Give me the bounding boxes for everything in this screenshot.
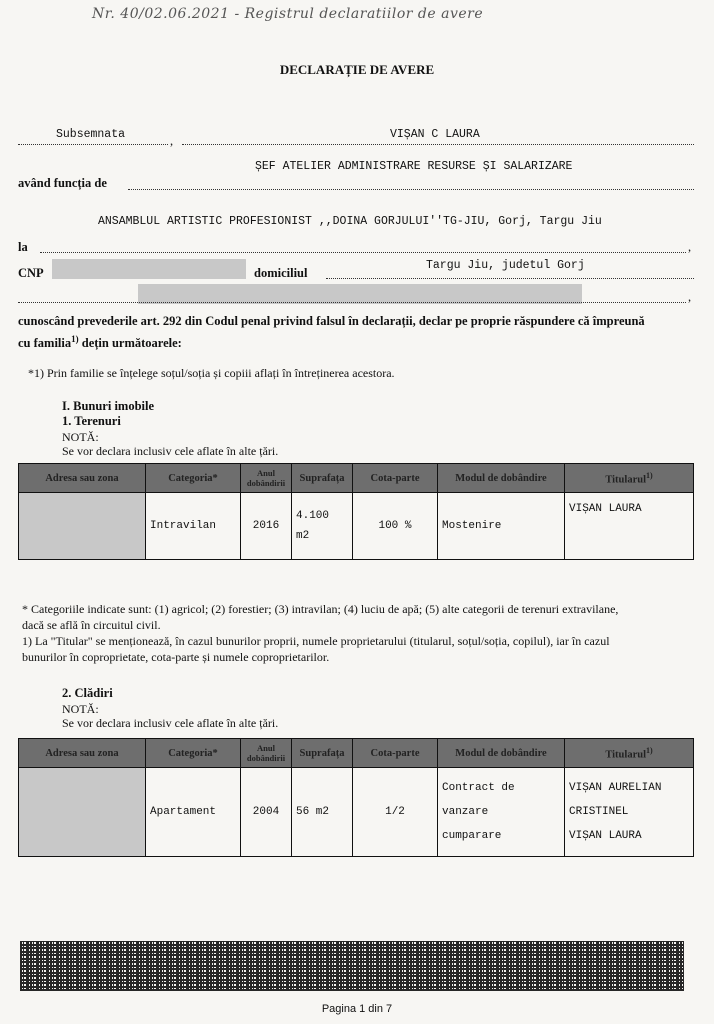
header-titular-sup: 1) <box>645 745 653 755</box>
categoria-cell: Intravilan <box>146 493 241 560</box>
buildings-table <box>18 738 694 857</box>
land-table <box>18 463 694 560</box>
header-anul: Anul dobândirii <box>241 739 292 768</box>
modul-line-3: cumparare <box>442 830 502 842</box>
suprafata-cell <box>292 493 353 560</box>
dotted-line <box>182 144 694 145</box>
table-row <box>19 493 694 560</box>
header-titular-sup: 1) <box>645 470 653 480</box>
header-modul: Modul de dobândire <box>438 464 565 493</box>
section1-sub: 1. Terenuri <box>62 414 121 428</box>
titular-note-2: bunurilor în coproprietate, cota-parte și numele coproprietarilor. <box>22 650 330 664</box>
modul-cell: Mostenire <box>438 493 565 560</box>
header-suprafata: Suprafața <box>292 739 353 768</box>
comma: , <box>170 134 174 148</box>
section1-nota-text: Se vor declara inclusiv cele aflate în alte țări. <box>62 444 279 458</box>
header-cota: Cota-parte <box>353 464 438 493</box>
handwritten-registry-note: Nr. 40/02.06.2021 - Registrul declaratiilor de avere <box>92 6 484 22</box>
page-number: Pagina 1 din 7 <box>321 1003 393 1015</box>
la-label: la <box>18 240 28 254</box>
redacted-address-cell <box>19 493 145 559</box>
modul-line-1: Contract de <box>442 782 515 794</box>
function-label: având funcția de <box>18 176 107 190</box>
adresa-cell <box>19 493 146 560</box>
domicile-label: domiciliul <box>254 266 308 280</box>
statement-line-2 <box>18 334 182 351</box>
statement-family: cu familia <box>18 336 72 351</box>
dotted-line <box>40 252 686 253</box>
header-titular <box>565 464 694 493</box>
suprafata-line-1: 4.100 <box>296 510 330 522</box>
titular-note-1: 1) La "Titular" se menționează, în cazul bunurilor proprii, numele proprietarului (titularul, soțul/soția, copilul), iar în cazul <box>22 634 610 648</box>
categories-note-2: dacă se află în circuitul civil. <box>22 618 161 632</box>
section1-heading: I. Bunuri imobile <box>62 399 155 413</box>
header-modul: Modul de dobândire <box>438 739 565 768</box>
redacted-address <box>138 284 582 304</box>
dotted-line <box>18 302 686 303</box>
header-anul: Anul dobândirii <box>241 464 292 493</box>
table-header-row <box>19 739 694 768</box>
header-categoria: Categoria* <box>146 739 241 768</box>
suprafata-cell: 56 m2 <box>292 768 353 857</box>
barcode-image <box>20 941 684 991</box>
suprafata-line-2: m2 <box>296 530 310 542</box>
family-note: *1) Prin familie se înțelege soțul/soția și copiii aflați în întreținerea acestora. <box>28 366 395 380</box>
cota-cell: 1/2 <box>353 768 438 857</box>
subsemnata-label: Subsemnata <box>56 128 126 141</box>
comma: , <box>688 240 692 254</box>
header-titular <box>565 739 694 768</box>
header-titular-text: Titularul <box>605 474 646 486</box>
titular-cell: VIȘAN LAURA <box>565 493 694 560</box>
cota-cell: 100 % <box>353 493 438 560</box>
titular-line-3: VIȘAN LAURA <box>569 830 642 842</box>
titular-cell <box>565 768 694 857</box>
categoria-cell: Apartament <box>146 768 241 857</box>
redacted-address-cell <box>19 768 145 856</box>
modul-cell <box>438 768 565 857</box>
header-adresa: Adresa sau zona <box>19 464 146 493</box>
comma: , <box>688 290 692 304</box>
adresa-cell <box>19 768 146 857</box>
anul-cell: 2004 <box>241 768 292 857</box>
section2-nota-text: Se vor declara inclusiv cele aflate în alte țări. <box>62 716 279 730</box>
titular-line-2: CRISTINEL <box>569 806 629 818</box>
header-cota: Cota-parte <box>353 739 438 768</box>
document-title: DECLARAȚIE DE AVERE <box>279 62 435 77</box>
table-row <box>19 768 694 857</box>
dotted-line <box>326 278 694 279</box>
statement-end: dețin următoarele: <box>81 336 182 351</box>
dotted-line <box>128 189 694 190</box>
institution-value: ANSAMBLUL ARTISTIC PROFESIONIST ,,DOINA GORJULUI''TG-JIU, Gorj, Targu Jiu <box>98 215 602 228</box>
function-value: ȘEF ATELIER ADMINISTRARE RESURSE ȘI SALARIZARE <box>255 160 573 173</box>
titular-line-1: VIȘAN AURELIAN <box>569 782 662 794</box>
cnp-label: CNP <box>18 266 44 280</box>
dotted-line <box>18 144 168 145</box>
modul-line-2: vanzare <box>442 806 489 818</box>
section2-sub: 2. Clădiri <box>62 686 113 700</box>
header-suprafata: Suprafața <box>292 464 353 493</box>
declarant-name: VIȘAN C LAURA <box>390 128 480 141</box>
anul-cell: 2016 <box>241 493 292 560</box>
statement-line-1: cunoscând prevederile art. 292 din Codul penal privind falsul în declarații, declar pe proprie răspundere că împreună <box>18 314 645 328</box>
domicile-value: Targu Jiu, judetul Gorj <box>426 259 585 272</box>
header-adresa: Adresa sau zona <box>19 739 146 768</box>
statement-sup: 1) <box>71 334 79 344</box>
header-titular-text: Titularul <box>605 749 646 761</box>
table-header-row <box>19 464 694 493</box>
header-categoria: Categoria* <box>146 464 241 493</box>
categories-note-1: * Categoriile indicate sunt: (1) agricol; (2) forestier; (3) intravilan; (4) luciu de apă; (5) alte categorii de terenuri extravilane, <box>22 602 619 616</box>
redacted-cnp <box>52 259 246 279</box>
section2-nota: NOTĂ: <box>62 702 99 716</box>
section1-nota: NOTĂ: <box>62 430 99 444</box>
